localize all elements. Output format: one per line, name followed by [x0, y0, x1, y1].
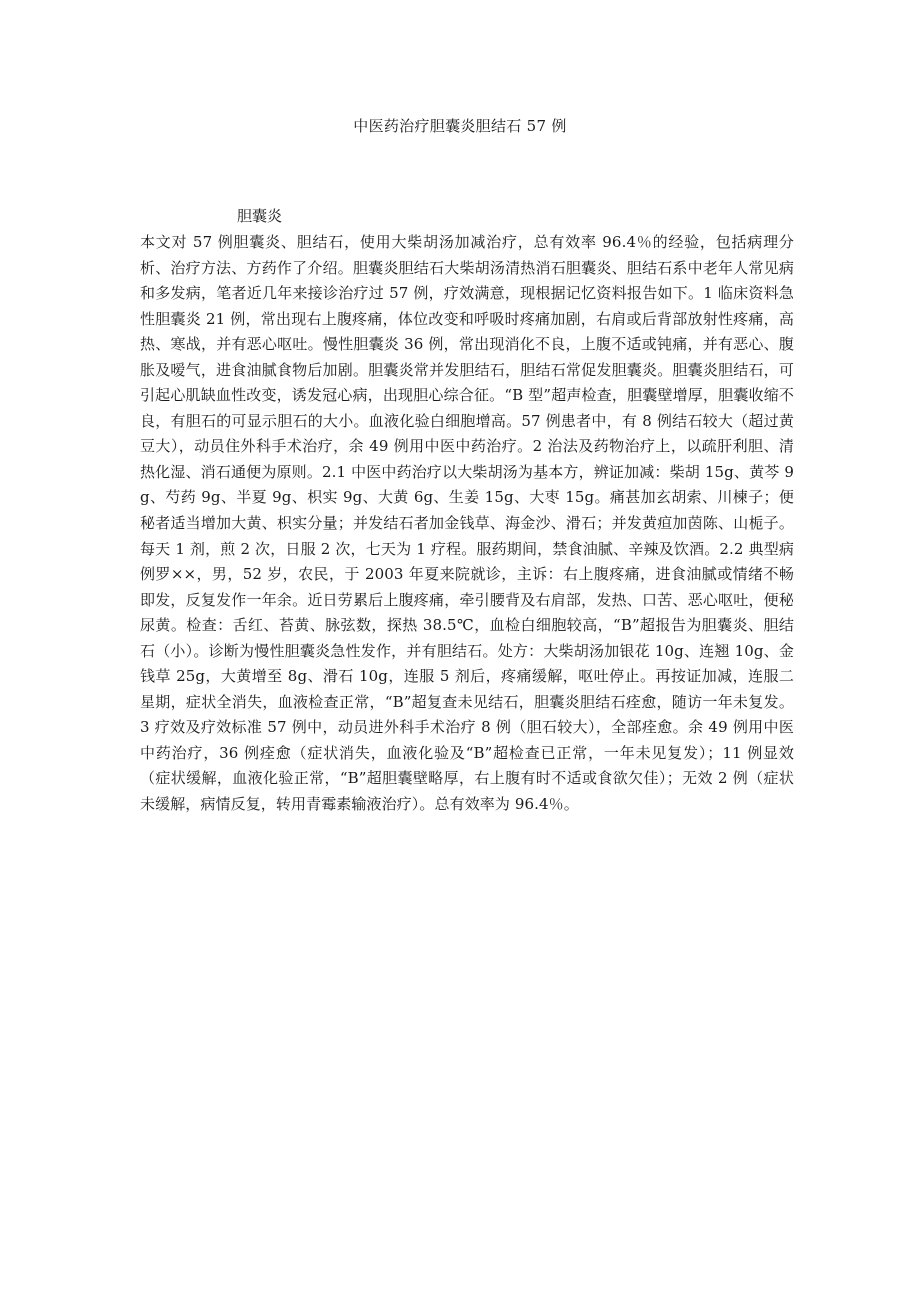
document-title: 中医药治疗胆囊炎胆结石 57 例: [353, 117, 567, 135]
section-heading: 胆囊炎: [237, 207, 283, 225]
body-paragraph: 本文对 57 例胆囊炎、胆结石，使用大柴胡汤加减治疗，总有效率 96.4％的经验，包括病理分析、治疗方法、方药作了介绍。胆囊炎胆结石大柴胡汤清热消石胆囊炎、胆结石系中老年人常见病和多发病，笔者近几年来接诊治疗过 57 例，疗效满意，现根据记忆资料报告如下。1 临床资料急性胆囊炎 21 例，常出现右上腹疼痛，体位改变和呼吸时疼痛加剧，右肩或后背部放射性疼痛，高热、寒战，并有恶心呕吐。慢性胆囊炎 36 例，常出现消化不良，上腹不适或钝痛，并有恶心、腹胀及嗳气，进食油腻食物后加剧。胆囊炎常并发胆结石，胆结石常促发胆囊炎。胆囊炎胆结石，可引起心肌缺血性改变，诱发冠心病，出现胆心综合征。“B 型”超声检查，胆囊壁增厚，胆囊收缩不良，有胆石的可显示胆石的大小。血液化验白细胞增高。57 例患者中，有 8 例结石较大（超过黄豆大），动员住外科手术治疗，余 49 例用中医中药治疗。2 治法及药物治疗上，以疏肝利胆、清热化湿、消石通便为原则。2.1 中医中药治疗以大柴胡汤为基本方，辨证加减：柴胡 15g、黄芩 9g、芍药 9g、半夏 9g、枳实 9g、大黄 6g、生姜 15g、大枣 15g。痛甚加玄胡索、川楝子；便秘者适当增加大黄、枳实分量；并发结石者加金钱草、海金沙、滑石；并发黄疸加茵陈、山栀子。每天 1 剂，煎 2 次，日服 2 次，七天为 1 疗程。服药期间，禁食油腻、辛辣及饮酒。2.2 典型病例罗××，男，52 岁，农民，于 2003 年夏来院就诊，主诉：右上腹疼痛，进食油腻或情绪不畅即发，反复发作一年余。近日劳累后上腹疼痛，牵引腰背及右肩部，发热、口苦、恶心呕吐，便秘尿黄。检查：舌红、苔黄、脉弦数，探热 38.5℃，血检白细胞较高，“B”超报告为胆囊炎、胆结石（小）。诊断为慢性胆囊炎急性发作，并有胆结石。处方：大柴胡汤加银花 10g、连翘 10g、金钱草 25g，大黄增至 8g、滑石 10g，连服 5 剂后，疼痛缓解，呕吐停止。再按证加减，连服二星期，症状全消失，血液检查正常，“B”超复查未见结石，胆囊炎胆结石痊愈，随访一年未复发。3 疗效及疗效标准 57 例中，动员进外科手术治疗 8 例（胆石较大），全部痊愈。余 49 例用中医中药治疗，36 例痊愈（症状消失，血液化验及“B”超检查已正常，一年未见复发）；11 例显效（症状缓解，血液化验正常，“B”超胆囊壁略厚，右上腹有时不适或食欲欠佳）；无效 2 例（症状未缓解，病情反复，转用青霉素输液治疗）。总有效率为 96.4％。: [140, 233, 794, 814]
